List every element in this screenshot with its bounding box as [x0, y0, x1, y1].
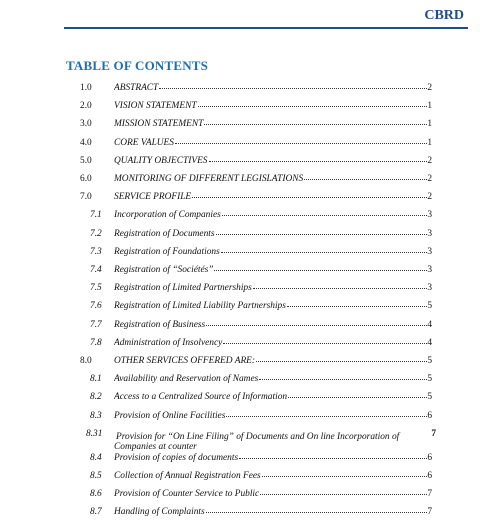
toc-entry-page: 4 [427, 319, 432, 330]
toc-entry[interactable] [0, 189, 480, 205]
toc-entry-page: 5 [427, 392, 432, 403]
toc-entry-page: 2 [427, 155, 432, 166]
toc-entry-page: 1 [427, 119, 432, 130]
toc-entry-number: 7.3 [90, 246, 102, 257]
dot-leader [222, 215, 427, 216]
toc-entry-number: 8.31 [86, 428, 103, 439]
dot-leader [226, 416, 427, 417]
toc-entry-number: 8.6 [90, 489, 102, 500]
toc-entry[interactable] [0, 335, 480, 351]
dot-leader [198, 106, 427, 107]
header-rule [64, 27, 468, 29]
toc-entry[interactable] [0, 371, 480, 387]
toc-entry-label: MONITORING OF DIFFERENT LEGISLATIONS [114, 174, 304, 184]
toc-entry-label: Handling of Complaints [114, 507, 205, 518]
toc-entry-number: 8.7 [90, 507, 102, 518]
toc-entry[interactable] [0, 468, 480, 484]
toc-entry-label: Registration of Documents [114, 228, 215, 239]
toc-entry[interactable] [0, 504, 480, 520]
toc-entry-number: 3.0 [80, 119, 92, 130]
dot-leader [209, 161, 428, 162]
toc-entry-number: 7.5 [90, 283, 102, 294]
toc-entry-label: Registration of Foundations [114, 246, 220, 257]
toc-entry-label: Registration of Limited Liability Partnerships [114, 301, 286, 312]
toc-entry-page: 2 [427, 192, 432, 203]
toc-entry[interactable] [0, 153, 480, 169]
toc-entry-label-line1: Provision for “On Line Filing” of Documents and On line Incorporation of [116, 431, 400, 442]
toc-entry[interactable] [0, 353, 480, 369]
toc-entry-page: 7 [427, 489, 432, 500]
toc-entry-number: 8.1 [90, 374, 102, 385]
toc-entry-label: OTHER SERVICES OFFERED ARE: [114, 356, 256, 366]
dot-leader [256, 361, 427, 362]
toc-entry-label: Incorporation of Companies [114, 210, 221, 221]
toc-entry-number: 7.6 [90, 301, 102, 312]
toc-entry[interactable] [0, 450, 480, 466]
toc-entry-page: 6 [427, 410, 432, 421]
toc-entry-number: 7.0 [80, 192, 92, 203]
dot-leader [259, 379, 427, 380]
dot-leader [262, 476, 427, 477]
toc-entry-number: 8.2 [90, 392, 102, 403]
dot-leader [288, 397, 427, 398]
toc-entry-page: 7 [427, 507, 432, 518]
toc-entry-page: 1 [427, 137, 432, 148]
dot-leader [206, 512, 427, 513]
toc-entry-label: Access to a Centralized Source of Information [114, 392, 288, 403]
toc-entry[interactable] [0, 116, 480, 132]
toc-entry-page: 3 [427, 228, 432, 239]
dot-leader [204, 124, 427, 125]
toc-entry-number: 7.2 [90, 228, 102, 239]
toc-entry[interactable] [0, 135, 480, 151]
toc-entry-number: 2.0 [80, 101, 92, 112]
toc-entry-page: 2 [427, 174, 432, 184]
toc-entry-page: 3 [427, 283, 432, 294]
toc-entry[interactable] [0, 317, 480, 333]
toc-entry-page: 2 [427, 83, 432, 93]
toc-entry[interactable] [0, 244, 480, 260]
dot-leader [260, 494, 427, 495]
toc-entry-label: CORE VALUES [114, 137, 174, 148]
dot-leader [159, 88, 427, 89]
toc-entry-number: 8.0 [80, 356, 92, 366]
toc-entry-number: 8.5 [90, 471, 102, 481]
toc-title: TABLE OF CONTENTS [66, 58, 209, 73]
dot-leader [192, 197, 427, 198]
toc-entry[interactable] [0, 262, 480, 278]
toc-entry-label: MISSION STATEMENT [114, 119, 204, 130]
dot-leader [214, 270, 427, 271]
toc-entry[interactable] [0, 171, 480, 187]
toc-entry-page: 3 [427, 265, 432, 275]
dot-leader [287, 306, 427, 307]
toc-entry[interactable] [0, 298, 480, 314]
dot-leader [253, 288, 427, 289]
dot-leader [304, 179, 427, 180]
toc-entry-page: 3 [427, 246, 432, 257]
toc-entry-page: 3 [427, 210, 432, 221]
dot-leader [175, 143, 427, 144]
toc-entry-number: 7.8 [90, 337, 102, 348]
toc-entry[interactable] [0, 226, 480, 242]
toc-entry-label: Registration of “Sociétés” [114, 265, 214, 275]
toc-entry-label: QUALITY OBJECTIVES [114, 155, 208, 166]
toc-entry[interactable] [0, 98, 480, 114]
toc-entry-label: ABSTRACT [114, 83, 159, 93]
toc-entry-page: 5 [427, 356, 432, 366]
toc-entry-page: 6 [427, 452, 432, 463]
dot-leader [223, 343, 427, 344]
toc-entry-label-line2: Companies at counter [114, 441, 197, 452]
toc-entry-page: 4 [427, 337, 432, 348]
toc-entry[interactable] [0, 408, 480, 424]
dot-leader [239, 458, 427, 459]
toc-entry-number: 7.4 [90, 265, 102, 275]
toc-entry-number: 7.7 [90, 319, 102, 330]
dot-leader [216, 234, 427, 235]
toc-entry-number: 5.0 [80, 155, 92, 166]
toc-entry-number: 8.3 [90, 410, 102, 421]
dot-leader [221, 252, 427, 253]
dot-leader [206, 325, 427, 326]
toc-entry-label: Registration of Business [114, 319, 206, 330]
toc-entry-page: 7 [431, 428, 436, 439]
toc-entry[interactable] [0, 280, 480, 296]
toc-entry-number: 7.1 [90, 210, 102, 221]
toc-entry[interactable] [0, 486, 480, 502]
toc-entry-label: Registration of Limited Partnerships [114, 283, 252, 294]
toc-entry-label: SERVICE PROFILE [114, 192, 192, 203]
toc-entry-page: 1 [427, 101, 432, 112]
toc-entry-label: Provision of copies of documents [114, 452, 239, 463]
header-brand: CBRD [424, 8, 464, 23]
toc-entry-label: VISION STATEMENT [114, 101, 197, 112]
toc-entry-label: Collection of Annual Registration Fees [114, 471, 261, 481]
toc-entry-label: Administration of Insolvency [114, 337, 223, 348]
toc-entry-page: 6 [427, 471, 432, 481]
toc-entry[interactable] [0, 207, 480, 223]
toc-entry[interactable] [0, 80, 480, 96]
toc-entry-label: Provision of Counter Service to Public [114, 489, 260, 500]
toc-entry-page: 5 [427, 374, 432, 385]
toc-entry[interactable] [0, 389, 480, 405]
toc-entry-number: 8.4 [90, 452, 102, 463]
toc-entry-number: 6.0 [80, 174, 92, 184]
toc-entry-label: Provision of Online Facilities [114, 410, 226, 421]
toc-entry-number: 4.0 [80, 137, 92, 148]
toc-entry-label: Availability and Reservation of Names [114, 374, 259, 385]
toc-entry-page: 5 [427, 301, 432, 312]
toc-entry-number: 1.0 [80, 83, 92, 93]
